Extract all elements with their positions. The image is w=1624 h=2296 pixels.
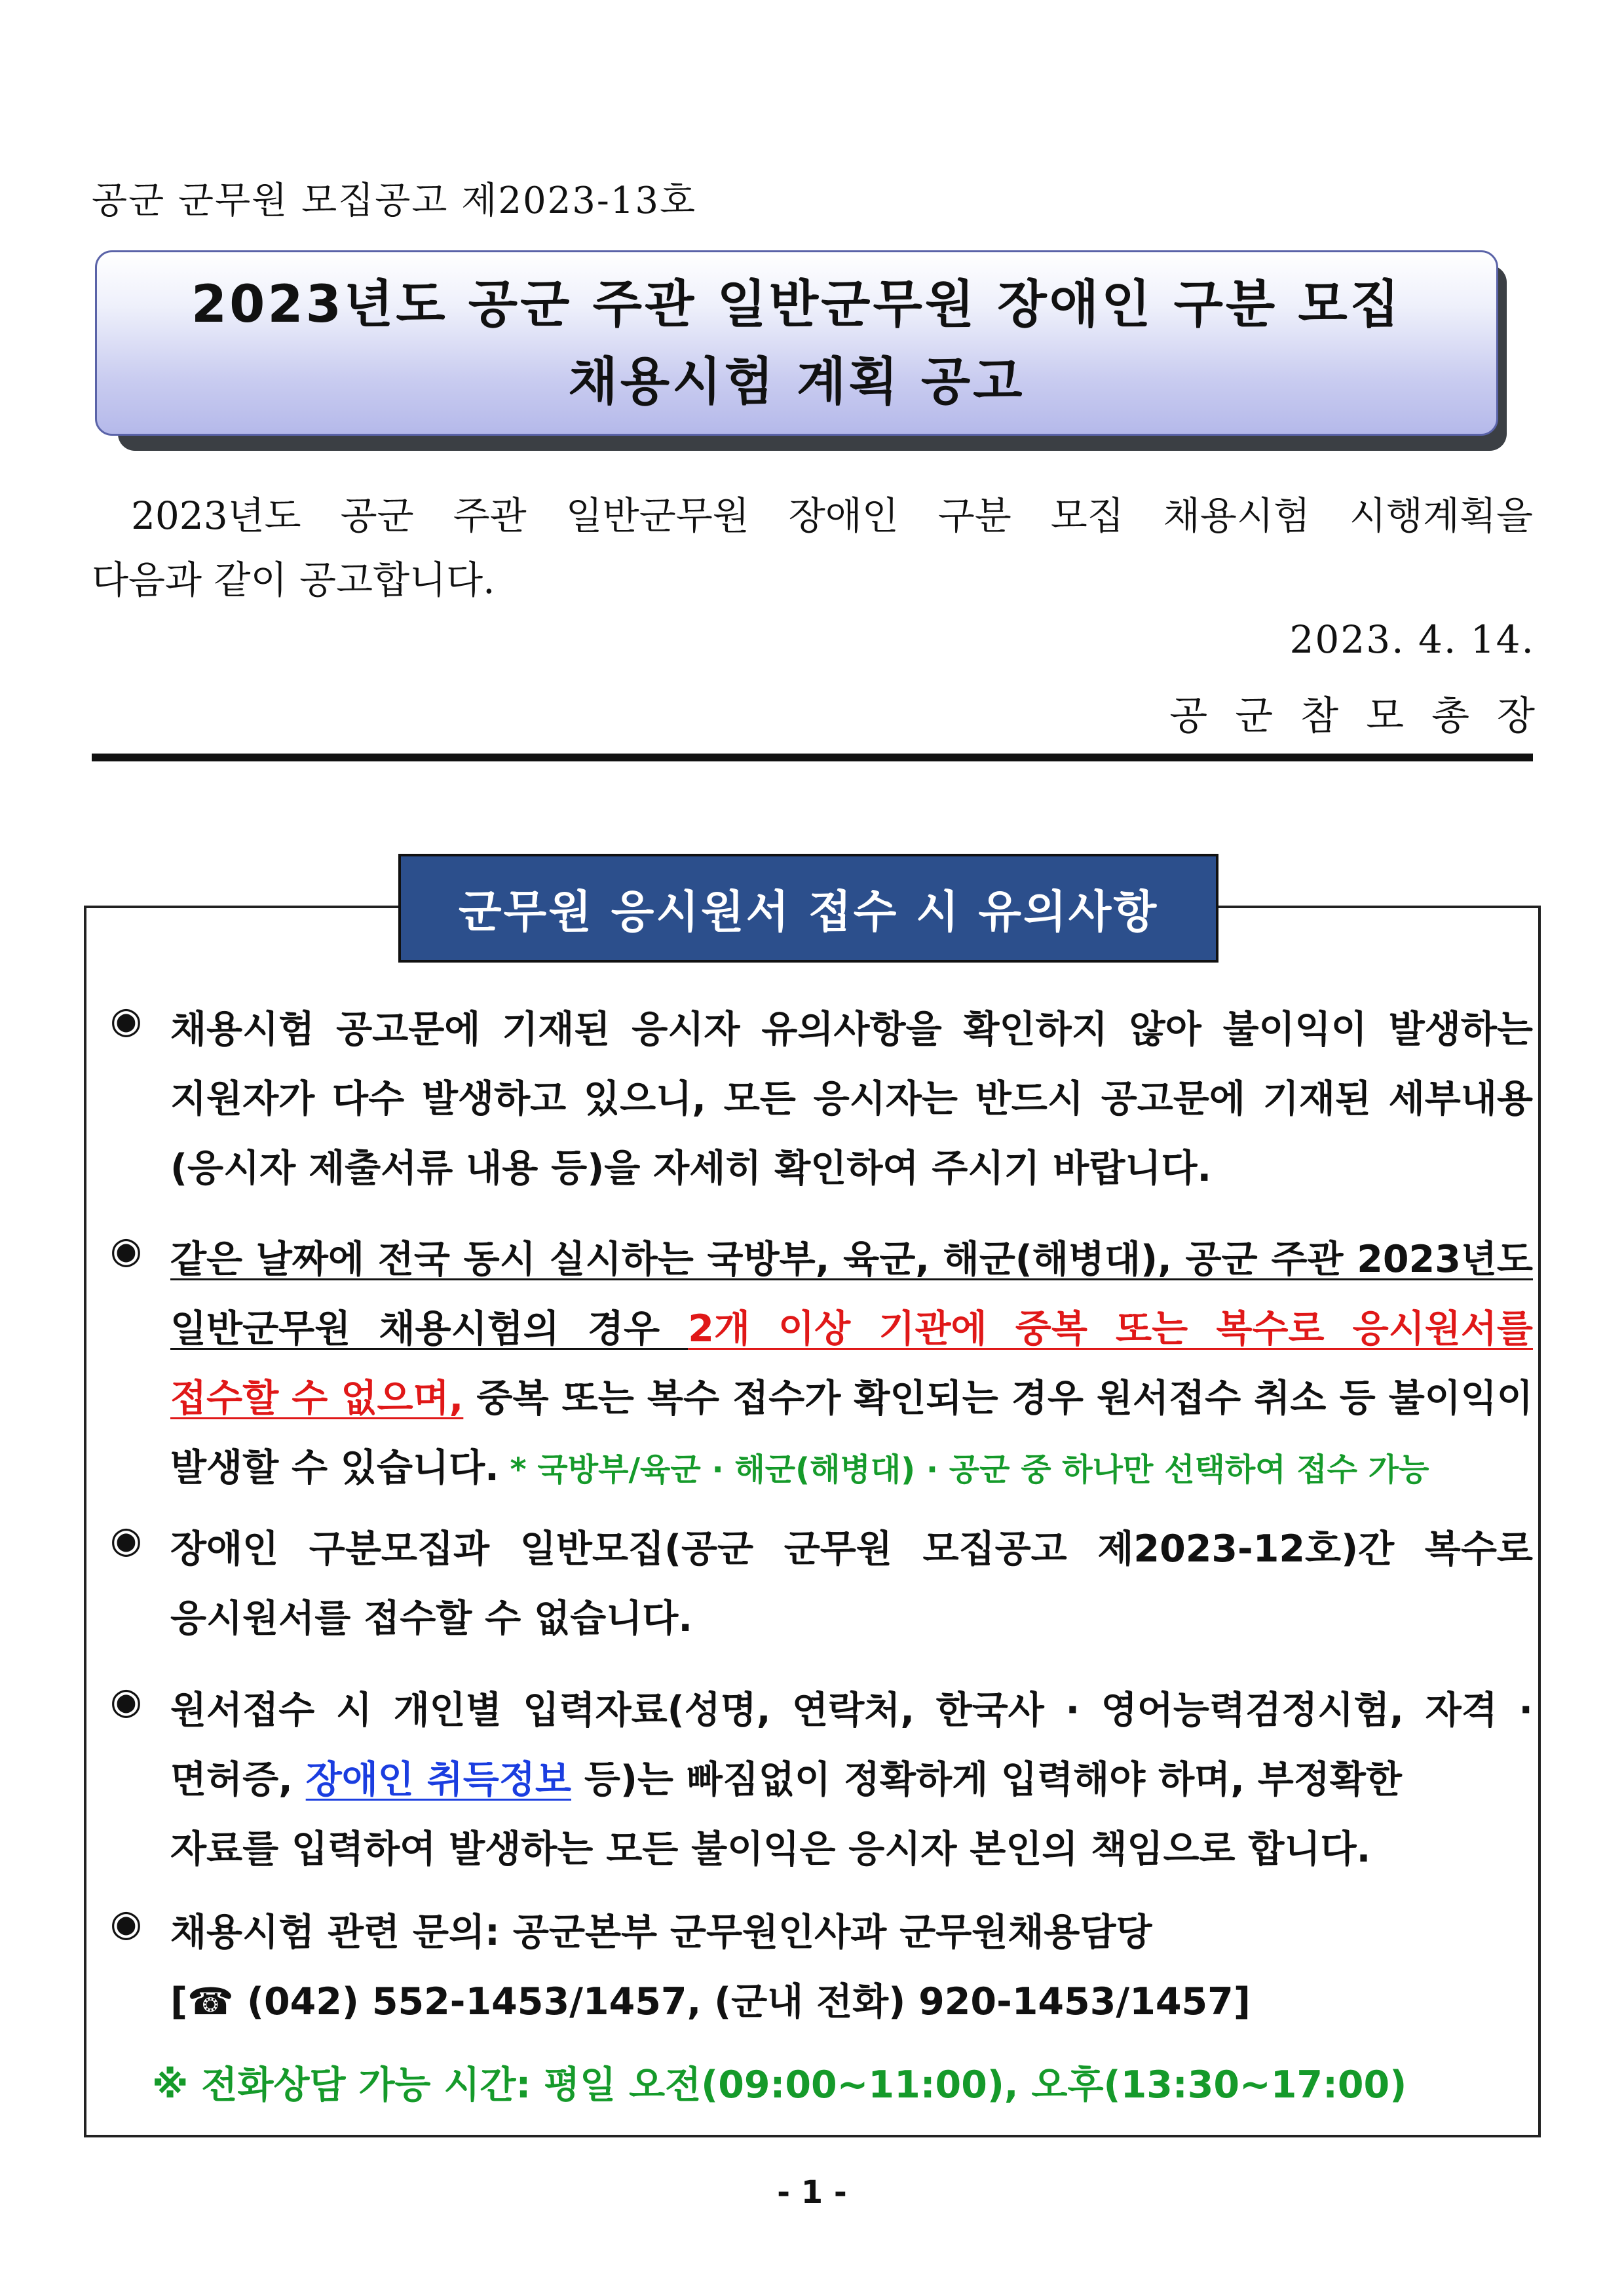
bullet-icon: ◉ — [110, 1519, 142, 1561]
header-divider — [92, 754, 1533, 761]
notice-item-4-line-2-b: 등)는 빠짐없이 정확하게 입력해야 하며, 부정확한 — [571, 1758, 1402, 1801]
bullet-icon: ◉ — [110, 1680, 142, 1723]
notice-item-2-line-2-a: 일반군무원 채용시험의 경우 — [170, 1307, 689, 1350]
notice-item-4-line-3: 자료를 입력하여 발생하는 모든 불이익은 응시자 본인의 책임으로 합니다. — [170, 1827, 1371, 1871]
intro-paragraph — [92, 484, 1533, 612]
notice-item-4-line-2 — [170, 1750, 1402, 1803]
page-number: - 1 - — [777, 2174, 847, 2211]
notice-item-5-line-1: 채용시험 관련 문의: 공군본부 군무원인사과 군무원채용담당 — [170, 1911, 1152, 1954]
issuer-name: 공군참모총장 — [1169, 693, 1562, 739]
notice-date: 2023. 4. 14. — [1289, 617, 1535, 662]
notice-item-1-line-3: (응시자 제출서류 내용 등)을 자세히 확인하여 주시기 바랍니다. — [170, 1147, 1212, 1190]
notice-item-1-line-1: 채용시험 공고문에 기재된 응시자 유의사항을 확인하지 않아 불이익이 발생하는 — [170, 1008, 1533, 1051]
bullet-icon: ◉ — [110, 999, 142, 1042]
contact-phone-numbers: [☎ (042) 552-1453/1457, (군내 전화) 920-1453/1457] — [170, 1980, 1251, 2023]
notice-item-3-line-1: 장애인 구분모집과 일반모집(공군 군무원 모집공고 제2023-12호)간 복수로 — [170, 1527, 1533, 1571]
notice-item-2-line-3 — [170, 1368, 1533, 1422]
notice-item-2-line-1: 같은 날짜에 전국 동시 실시하는 국방부, 육군, 해군(해병대), 공군 주관 2023년도 — [170, 1238, 1533, 1281]
intro-line-1: 2023년도 공군 주관 일반군무원 장애인 구분 모집 채용시험 시행계획을 — [131, 493, 1533, 538]
notice-item-1-line-2: 지원자가 다수 발생하고 있으니, 모든 응시자는 반드시 공고문에 기재된 세부내용 — [170, 1077, 1533, 1120]
intro-line-2: 다음과 같이 공고합니다. — [92, 558, 495, 602]
selection-note: * 국방부/육군 · 해군(해병대) · 공군 중 하나만 선택하여 접수 가능 — [499, 1451, 1429, 1488]
notice-item-4-line-2-a: 면허증, — [170, 1758, 306, 1801]
notice-item-2-line-2 — [170, 1299, 1533, 1352]
duplicate-warning-text: 2개 이상 기관에 중복 또는 복수로 응시원서를 — [688, 1307, 1533, 1350]
notice-number: 공군 군무원 모집공고 제2023-13호 — [92, 180, 697, 222]
notice-item-3-line-2: 응시원서를 접수할 수 없습니다. — [170, 1597, 692, 1640]
notice-item-2-line-4-a: 발생할 수 있습니다. — [170, 1446, 499, 1489]
title-banner — [95, 250, 1498, 436]
notice-item-2-line-4 — [170, 1438, 1429, 1491]
page-title-line-2: 채용시험 계획 공고 — [568, 352, 1025, 411]
bullet-icon: ◉ — [110, 1229, 142, 1272]
notice-item-4-line-1: 원서접수 시 개인별 입력자료(성명, 연락처, 한국사 · 영어능력검정시험, 자격 · — [170, 1689, 1533, 1732]
duplicate-warning-text-2: 접수할 수 없으며, — [170, 1377, 464, 1420]
bullet-icon: ◉ — [110, 1902, 142, 1945]
notice-box-title: 군무원 응시원서 접수 시 유의사항 — [398, 854, 1218, 963]
disability-info-link[interactable]: 장애인 취득정보 — [305, 1758, 571, 1801]
consultation-hours: ※ 전화상담 가능 시간: 평일 오전(09:00~11:00), 오후(13:30~17:00) — [152, 2063, 1407, 2107]
page-title-line-1: 2023년도 공군 주관 일반군무원 장애인 구분 모집 — [191, 275, 1403, 334]
notice-item-2-line-3-b: 중복 또는 복수 접수가 확인되는 경우 원서접수 취소 등 불이익이 — [463, 1377, 1533, 1420]
